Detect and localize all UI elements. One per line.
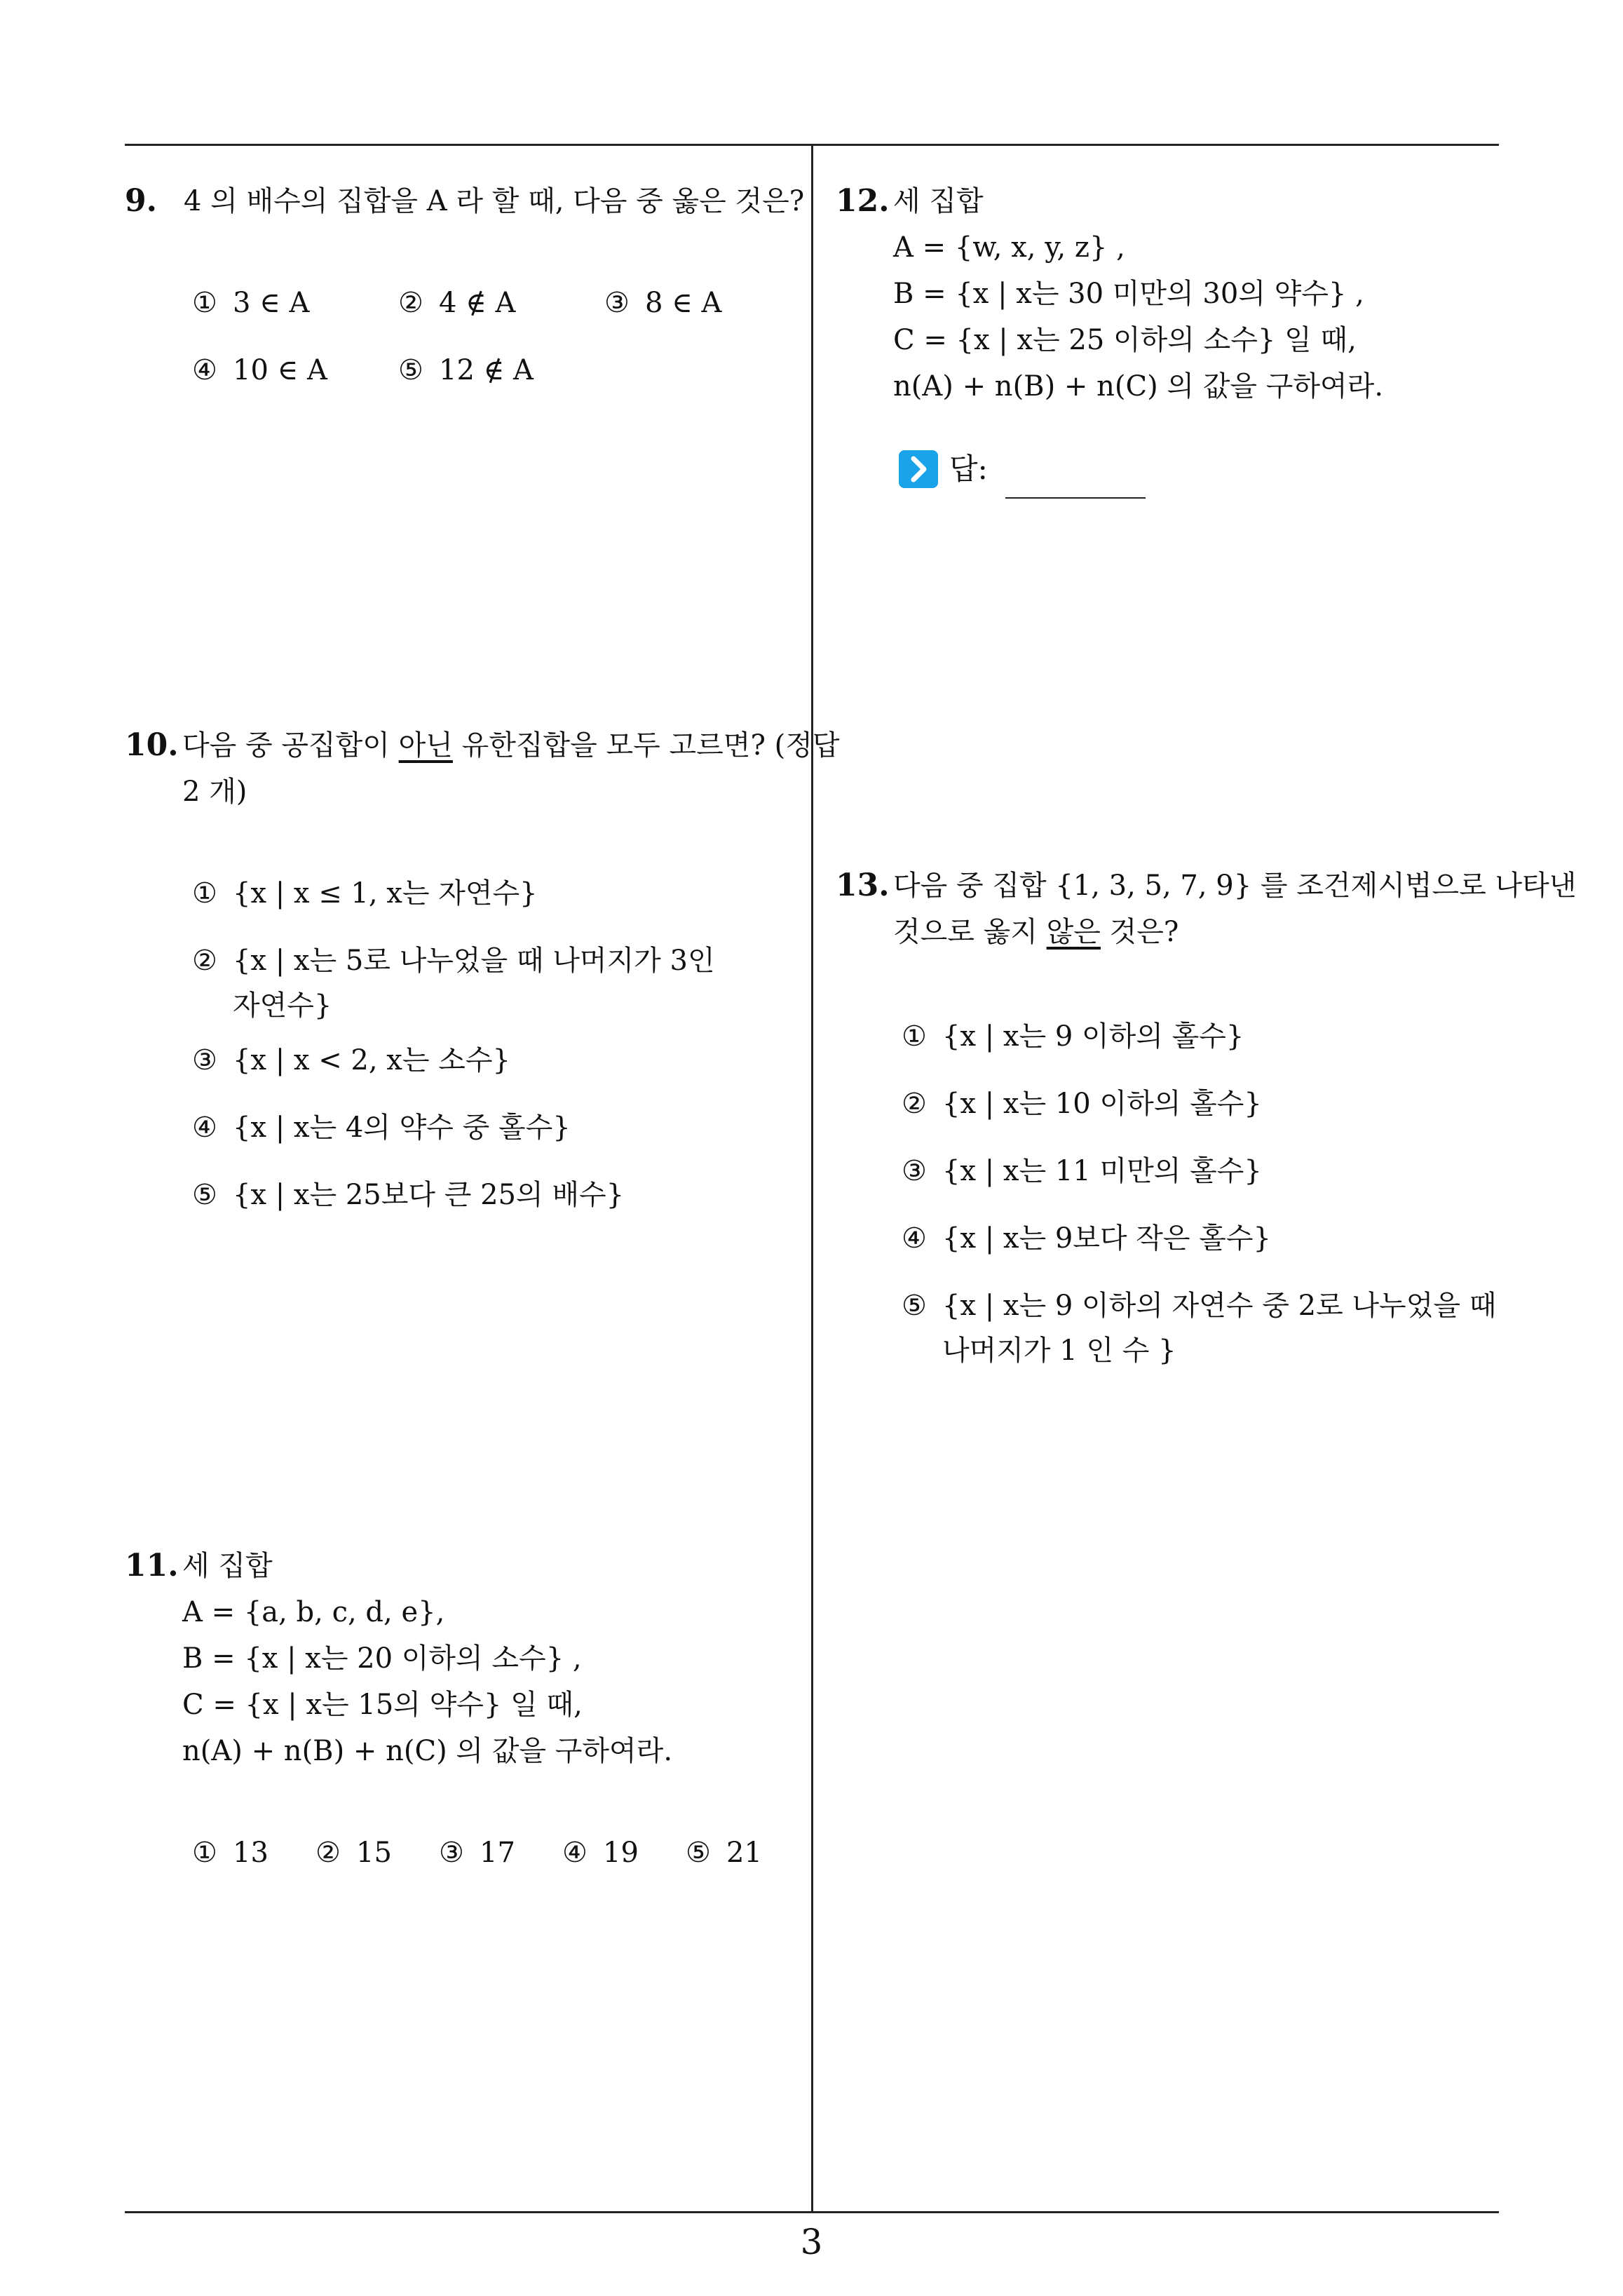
q9-option-5[interactable]: ⑤ 12 ∉ A (398, 354, 534, 386)
q9-option-3[interactable]: ③ 8 ∈ A (604, 287, 722, 319)
q11-option-5[interactable]: ⑤ 21 (686, 1837, 762, 1869)
question-10-text-line2: 2 개) (182, 776, 247, 808)
question-10-text: 다음 중 공집합이 아닌 유한집합을 모두 고르면? (정답 (182, 729, 840, 762)
q10-option-5[interactable]: ⑤ {x | x는 25보다 큰 25의 배수} (192, 1179, 625, 1211)
question-11-line-5: n(A) + n(B) + n(C) 의 값을 구하여라. (182, 1735, 673, 1767)
question-9-text: 4 의 배수의 집합을 A 라 할 때, 다음 중 옳은 것은? (184, 185, 805, 217)
question-10-number: 10. (125, 727, 179, 763)
question-10 (125, 722, 840, 815)
answer-blank[interactable] (1005, 497, 1146, 499)
question-11 (125, 1543, 672, 1774)
question-12-line-1: 세 집합 (893, 185, 984, 217)
q11-option-1[interactable]: ① 13 (192, 1837, 269, 1869)
q13-option-1[interactable]: ① {x | x는 9 이하의 홀수} (902, 1020, 1244, 1053)
question-12-line-3: B = {x | x는 30 미만의 30의 약수} , (893, 278, 1364, 310)
question-13-text: 다음 중 집합 {1, 3, 5, 7, 9} 를 조건제시법으로 나타낸 (893, 870, 1577, 902)
q11-option-3[interactable]: ③ 17 (439, 1837, 515, 1869)
question-11-line-1: 세 집합 (182, 1550, 273, 1582)
question-11-line-2: A = {a, b, c, d, e}, (182, 1596, 445, 1628)
q13-option-5[interactable]: ⑤ {x | x는 9 이하의 자연수 중 2로 나누었을 때 나머지가 1 인 수 } (902, 1290, 1497, 1367)
q10-option-4[interactable]: ④ {x | x는 4의 약수 중 홀수} (192, 1112, 571, 1144)
q13-option-3[interactable]: ③ {x | x는 11 미만의 홀수} (902, 1155, 1262, 1187)
question-9 (125, 178, 804, 224)
q9-option-4[interactable]: ④ 10 ∈ A (192, 354, 327, 386)
q9-option-2[interactable]: ② 4 ∉ A (398, 287, 516, 319)
page-number: 3 (800, 2222, 823, 2262)
column-divider (811, 144, 813, 2213)
q11-option-2[interactable]: ② 15 (315, 1837, 392, 1869)
q10-option-3[interactable]: ③ {x | x < 2, x는 소수} (192, 1044, 510, 1076)
question-11-number: 11. (125, 1548, 179, 1583)
answer-label: 답: (949, 452, 988, 486)
question-11-line-4: C = {x | x는 15의 약수} 일 때, (182, 1689, 583, 1721)
question-12-line-4: C = {x | x는 25 이하의 소수} 일 때, (893, 324, 1357, 356)
underlined-word: 않은 (1046, 916, 1101, 948)
underlined-word: 아닌 (398, 729, 453, 762)
question-12-line-5: n(A) + n(B) + n(C) 의 값을 구하여라. (893, 370, 1384, 403)
question-12-line-2: A = {w, x, y, z} , (893, 231, 1125, 264)
question-13-number: 13. (836, 867, 890, 903)
question-13-text-line2: 것으로 옳지 않은 것은? (893, 916, 1179, 948)
bottom-rule (125, 2211, 1499, 2213)
q9-option-1[interactable]: ① 3 ∈ A (192, 287, 310, 319)
question-12-number: 12. (836, 183, 890, 219)
chevron-right-icon (899, 450, 938, 488)
q10-option-2[interactable]: ② {x | x는 5로 나누었을 때 나머지가 3인 자연수} (192, 945, 715, 1022)
q13-option-2[interactable]: ② {x | x는 10 이하의 홀수} (902, 1088, 1262, 1120)
q11-option-4[interactable]: ④ 19 (562, 1837, 639, 1869)
question-9-number: 9. (125, 183, 157, 219)
question-12 (836, 178, 1383, 410)
q13-option-4[interactable]: ④ {x | x는 9보다 작은 홀수} (902, 1222, 1271, 1255)
question-11-line-3: B = {x | x는 20 이하의 소수} , (182, 1642, 582, 1675)
question-13 (836, 863, 1576, 955)
q10-option-1[interactable]: ① {x | x ≤ 1, x는 자연수} (192, 877, 538, 910)
